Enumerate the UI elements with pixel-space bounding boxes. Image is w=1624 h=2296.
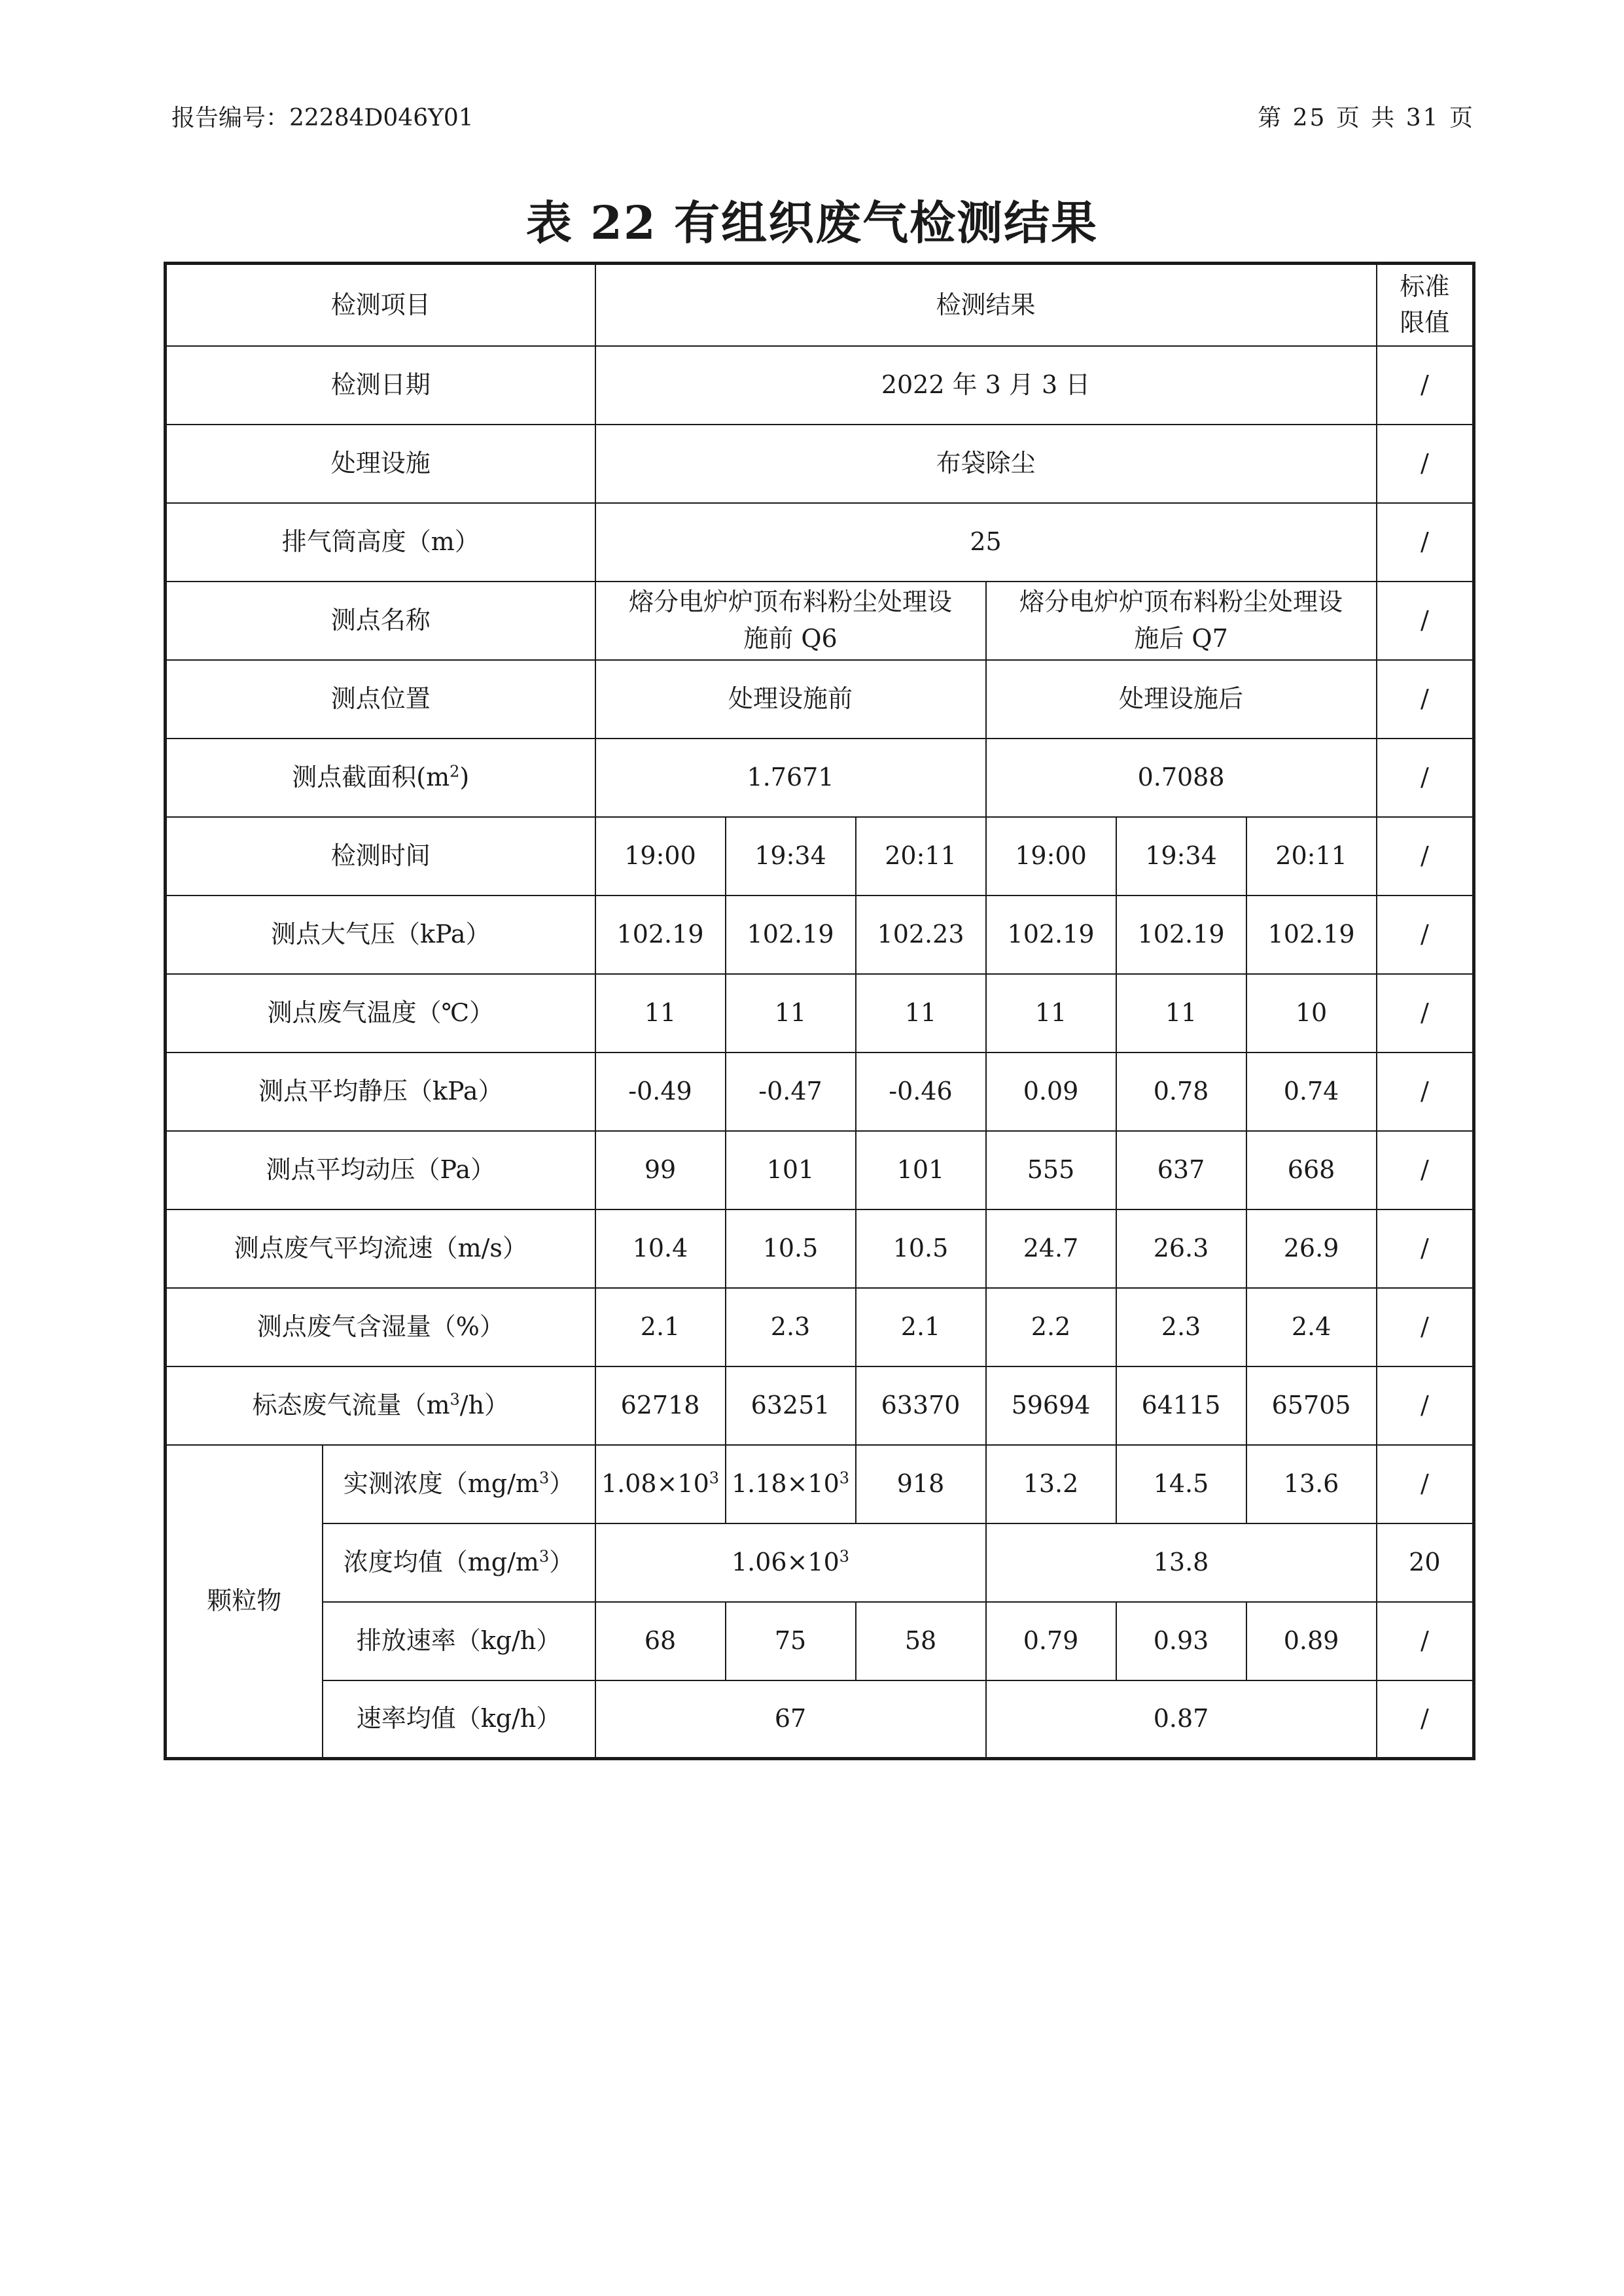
value-cell: 19:00 <box>986 817 1116 896</box>
value-cell: 20:11 <box>1246 817 1377 896</box>
value-cell: 637 <box>1116 1131 1246 1209</box>
value-cell: 0.79 <box>986 1602 1116 1680</box>
value-cell: 19:34 <box>1116 817 1246 896</box>
avg-conc-q7: 13.8 <box>986 1523 1377 1602</box>
value-cell: 65705 <box>1246 1366 1377 1445</box>
value-cell: 58 <box>856 1602 986 1680</box>
page-number: 第 25 页 共 31 页 <box>1258 105 1475 131</box>
area-q7: 0.7088 <box>986 739 1377 817</box>
value-cell: 918 <box>856 1445 986 1523</box>
table-row <box>166 1209 1474 1288</box>
value-cell: 14.5 <box>1116 1445 1246 1523</box>
value-cell: -0.49 <box>595 1052 726 1131</box>
date-value: 2022 年 3 月 3 日 <box>595 346 1377 425</box>
value-cell: 102.19 <box>595 896 726 974</box>
value-cell: 102.19 <box>1246 896 1377 974</box>
value-cell: 0.09 <box>986 1052 1116 1131</box>
stack-height-row <box>166 503 1474 582</box>
table-row <box>166 974 1474 1052</box>
point-name-q7: 熔分电炉炉顶布料粉尘处理设 施后 Q7 <box>986 582 1377 660</box>
limit-cell: / <box>1377 1052 1474 1131</box>
value-cell: 555 <box>986 1131 1116 1209</box>
point-name-q6: 熔分电炉炉顶布料粉尘处理设 施前 Q6 <box>595 582 986 660</box>
row-label: 标态废气流量$(m^3/h)$ <box>166 1366 595 1445</box>
facility-row <box>166 425 1474 503</box>
table-title: 表 22 有组织废气检测结果 <box>525 196 1099 250</box>
value-cell: 68 <box>595 1602 726 1680</box>
value-cell: 10.5 <box>726 1209 856 1288</box>
header-row <box>166 264 1474 346</box>
row-label: 测点废气温度（℃） <box>166 974 595 1052</box>
date-row <box>166 346 1474 425</box>
value-cell: 10 <box>1246 974 1377 1052</box>
limit-cell: / <box>1377 1445 1474 1523</box>
limit-cell: / <box>1377 739 1474 817</box>
limit-cell: / <box>1377 974 1474 1052</box>
flow-row <box>166 1366 1474 1445</box>
pm-rate-row <box>166 1602 1474 1680</box>
header-item: 检测项目 <box>166 264 595 346</box>
value-cell: 0.93 <box>1116 1602 1246 1680</box>
value-cell: 59694 <box>986 1366 1116 1445</box>
value-cell: 2.3 <box>726 1288 856 1366</box>
value-cell: 2.2 <box>986 1288 1116 1366</box>
report-number: 报告编号：22284D046Y01 <box>171 105 474 131</box>
row-label: 测点名称 <box>166 582 595 660</box>
row-label: 浓度均值$(mg/m^3)$ <box>323 1523 595 1602</box>
value-cell: 99 <box>595 1131 726 1209</box>
value-cell: 101 <box>856 1131 986 1209</box>
value-cell: 11 <box>986 974 1116 1052</box>
row-label: 测点废气含湿量（%） <box>166 1288 595 1366</box>
limit-cell: / <box>1377 1366 1474 1445</box>
value-cell: -0.47 <box>726 1052 856 1131</box>
limit-cell: / <box>1377 896 1474 974</box>
value-cell: 10.4 <box>595 1209 726 1288</box>
value-cell: 75 <box>726 1602 856 1680</box>
value-cell: 0.89 <box>1246 1602 1377 1680</box>
row-label: 处理设施 <box>166 425 595 503</box>
avg-rate-q6: 67 <box>595 1680 986 1759</box>
value-cell: 668 <box>1246 1131 1377 1209</box>
limit-cell: / <box>1377 1680 1474 1759</box>
table-row <box>166 1052 1474 1131</box>
header-limit: 标准 限值 <box>1377 264 1474 346</box>
table-row <box>166 1288 1474 1366</box>
value-cell: 101 <box>726 1131 856 1209</box>
value-cell: 19:00 <box>595 817 726 896</box>
pm-avg-rate-row <box>166 1680 1474 1759</box>
value-cell: 24.7 <box>986 1209 1116 1288</box>
limit-cell: / <box>1377 1288 1474 1366</box>
value-cell: 102.19 <box>1116 896 1246 974</box>
value-cell: $1.18\times 10^3$ <box>726 1445 856 1523</box>
row-label: 排气筒高度（m） <box>166 503 595 582</box>
value-cell: 2.3 <box>1116 1288 1246 1366</box>
value-cell: 102.19 <box>726 896 856 974</box>
row-label: 测点截面积$(m^2)$ <box>166 739 595 817</box>
value-cell: 64115 <box>1116 1366 1246 1445</box>
row-label: 测点大气压（kPa） <box>166 896 595 974</box>
value-cell: 26.9 <box>1246 1209 1377 1288</box>
row-label: 检测日期 <box>166 346 595 425</box>
limit-cell: / <box>1377 660 1474 739</box>
limit-cell: / <box>1377 1131 1474 1209</box>
value-cell: 19:34 <box>726 817 856 896</box>
value-cell: 20:11 <box>856 817 986 896</box>
stack-height-value: 25 <box>595 503 1377 582</box>
value-cell: 63370 <box>856 1366 986 1445</box>
header-result: 检测结果 <box>595 264 1377 346</box>
value-cell: 0.74 <box>1246 1052 1377 1131</box>
value-cell: 62718 <box>595 1366 726 1445</box>
value-cell: -0.46 <box>856 1052 986 1131</box>
value-cell: 11 <box>856 974 986 1052</box>
pm-conc-row <box>166 1445 1474 1523</box>
row-label: 测点平均动压（Pa） <box>166 1131 595 1209</box>
value-cell: 13.6 <box>1246 1445 1377 1523</box>
value-cell: 2.4 <box>1246 1288 1377 1366</box>
limit-cell: / <box>1377 1209 1474 1288</box>
avg-conc-q6: $1.06\times 10^3$ <box>595 1523 986 1602</box>
row-label: 测点位置 <box>166 660 595 739</box>
row-label: 检测时间 <box>166 817 595 896</box>
value-cell: 2.1 <box>856 1288 986 1366</box>
value-cell: $1.08\times 10^3$ <box>595 1445 726 1523</box>
limit-cell: / <box>1377 582 1474 660</box>
row-label: 排放速率（kg/h） <box>323 1602 595 1680</box>
limit-cell: / <box>1377 425 1474 503</box>
value-cell: 102.23 <box>856 896 986 974</box>
value-cell: 13.2 <box>986 1445 1116 1523</box>
point-name-row <box>166 582 1474 660</box>
value-cell: 0.78 <box>1116 1052 1246 1131</box>
facility-value: 布袋除尘 <box>595 425 1377 503</box>
exhaust-gas-results-table <box>164 262 1475 1760</box>
table-row <box>166 1131 1474 1209</box>
row-label: 实测浓度$(mg/m^3)$ <box>323 1445 595 1523</box>
table-row <box>166 896 1474 974</box>
point-position-row <box>166 660 1474 739</box>
value-cell: 10.5 <box>856 1209 986 1288</box>
value-cell: 102.19 <box>986 896 1116 974</box>
value-cell: 11 <box>1116 974 1246 1052</box>
section-area-row <box>166 739 1474 817</box>
limit-cell: / <box>1377 1602 1474 1680</box>
row-label: 测点废气平均流速（m/s） <box>166 1209 595 1288</box>
table-row <box>166 817 1474 896</box>
row-label: 速率均值（kg/h） <box>323 1680 595 1759</box>
position-q7: 处理设施后 <box>986 660 1377 739</box>
value-cell: 63251 <box>726 1366 856 1445</box>
limit-cell: / <box>1377 503 1474 582</box>
particulate-label: 颗粒物 <box>166 1445 323 1759</box>
row-label: 测点平均静压（kPa） <box>166 1052 595 1131</box>
limit-cell: 20 <box>1377 1523 1474 1602</box>
pm-avg-conc-row <box>166 1523 1474 1602</box>
value-cell: 26.3 <box>1116 1209 1246 1288</box>
limit-cell: / <box>1377 817 1474 896</box>
area-q6: 1.7671 <box>595 739 986 817</box>
avg-rate-q7: 0.87 <box>986 1680 1377 1759</box>
value-cell: 2.1 <box>595 1288 726 1366</box>
position-q6: 处理设施前 <box>595 660 986 739</box>
value-cell: 11 <box>595 974 726 1052</box>
limit-cell: / <box>1377 346 1474 425</box>
value-cell: 11 <box>726 974 856 1052</box>
